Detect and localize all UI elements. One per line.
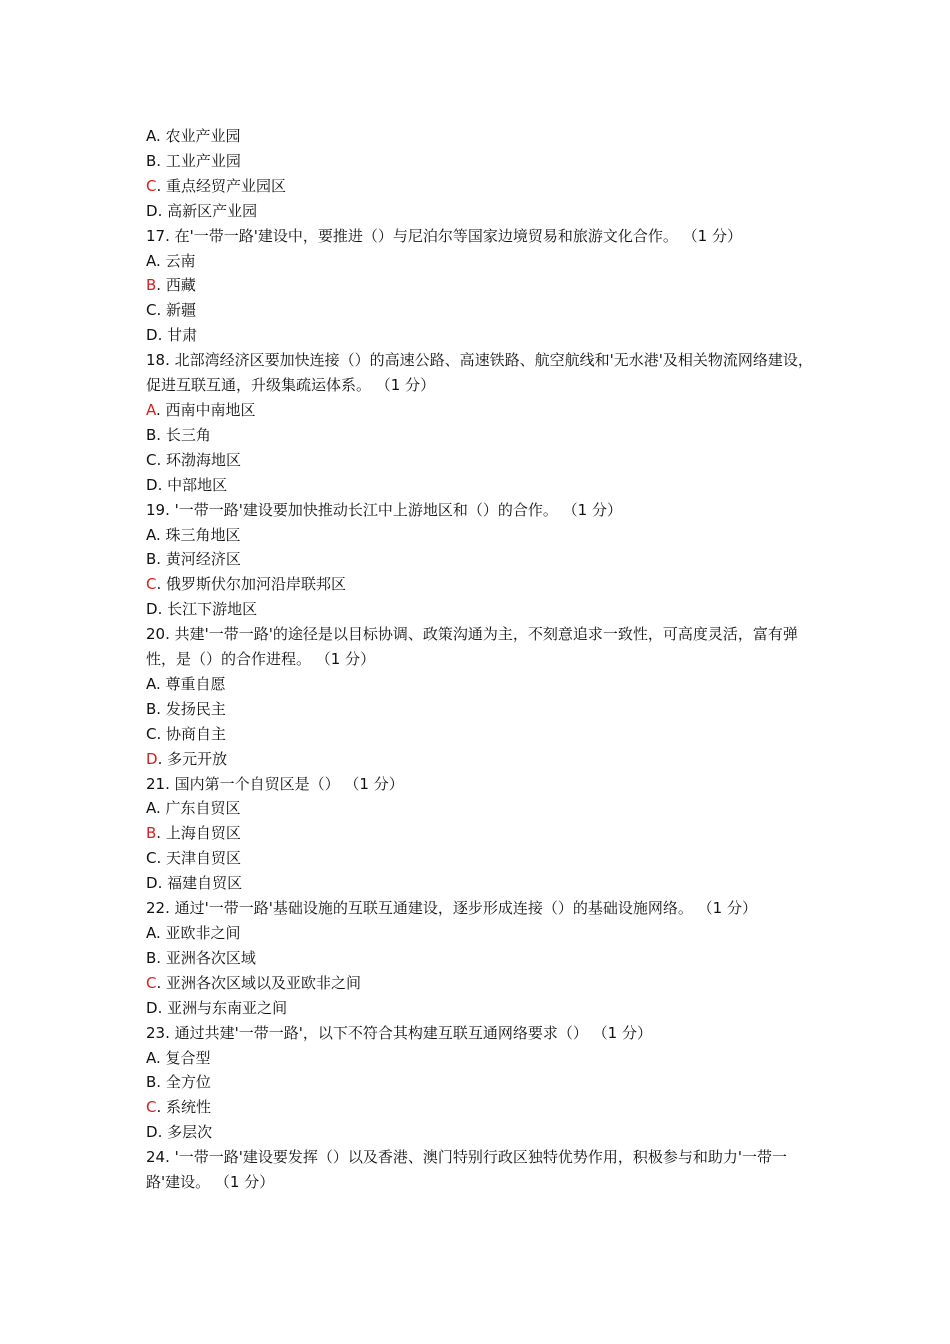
question-text: 21. 国内第一个自贸区是（） （1 分） xyxy=(146,774,404,793)
option-letter: C xyxy=(146,301,157,320)
answer-option xyxy=(146,149,818,174)
answer-option xyxy=(146,796,818,821)
option-text: . 亚洲各次区域 xyxy=(156,948,256,967)
answer-option xyxy=(146,921,818,946)
option-letter: A xyxy=(146,127,156,145)
answer-option xyxy=(146,572,818,597)
answer-option xyxy=(146,547,818,572)
option-letter: A xyxy=(146,525,156,544)
option-letter: A xyxy=(146,799,156,818)
option-letter: D xyxy=(146,998,158,1017)
option-text: . 云南 xyxy=(156,251,196,270)
answer-option xyxy=(146,1070,818,1095)
answer-option xyxy=(146,1046,818,1071)
answer-option xyxy=(146,821,818,846)
correct-option-letter: B xyxy=(146,824,157,843)
option-letter: B xyxy=(146,948,157,967)
option-text: . 天津自贸区 xyxy=(156,849,242,868)
option-text: . 西藏 xyxy=(156,276,196,295)
answer-option xyxy=(146,996,818,1021)
option-text: . 长三角 xyxy=(156,425,211,444)
option-letter: D xyxy=(146,326,158,345)
correct-option-letter: C xyxy=(146,1098,157,1117)
answer-option xyxy=(146,697,818,722)
option-letter: B xyxy=(146,151,157,170)
question-text: 22. 通过'一带一路'基础设施的互联互通建设，逐步形成连接（）的基础设施网络。 （1 分） xyxy=(146,899,757,918)
option-text: . 重点经贸产业园区 xyxy=(156,176,287,195)
option-letter: C xyxy=(146,450,157,469)
option-text: . 多层次 xyxy=(157,1123,213,1142)
answer-option xyxy=(146,722,818,747)
answer-option xyxy=(146,423,818,448)
option-letter: A xyxy=(146,1048,156,1067)
answer-option xyxy=(146,523,818,548)
answer-option xyxy=(146,473,818,498)
answer-option xyxy=(146,174,818,199)
option-letter: C xyxy=(146,849,157,868)
option-text: . 尊重自愿 xyxy=(156,674,226,693)
option-text: . 黄河经济区 xyxy=(156,550,241,569)
answer-option xyxy=(146,298,818,323)
correct-option-letter: C xyxy=(146,973,157,992)
option-letter: A xyxy=(146,924,156,942)
question-text: 20. 共建'一带一路'的途径是以目标协调、政策沟通为主，不刻意追求一致性，可高度灵活，富有弹性，是（）的合作进程。 （1 分） xyxy=(146,625,798,669)
answer-option xyxy=(146,1120,818,1145)
correct-option-letter: C xyxy=(146,575,157,594)
answer-option xyxy=(146,597,818,622)
option-text: . 工业产业园 xyxy=(156,151,241,170)
option-text: . 协商自主 xyxy=(156,724,227,743)
option-letter: D xyxy=(146,600,158,619)
option-letter: A xyxy=(146,674,156,693)
option-text: . 高新区产业园 xyxy=(157,201,258,220)
option-letter: D xyxy=(146,1123,158,1142)
option-text: . 复合型 xyxy=(156,1048,211,1067)
option-text: . 系统性 xyxy=(156,1098,212,1117)
option-text: . 甘肃 xyxy=(157,326,198,345)
answer-option xyxy=(146,249,818,274)
correct-option-letter: C xyxy=(146,176,157,195)
answer-option xyxy=(146,672,818,697)
correct-option-letter: A xyxy=(146,400,156,419)
answer-option xyxy=(146,199,818,224)
option-text: . 上海自贸区 xyxy=(156,824,241,843)
answer-option xyxy=(146,448,818,473)
option-letter: B xyxy=(146,699,157,718)
question-text: 24. '一带一路'建设要发挥（）以及香港、澳门特别行政区独特优势作用，积极参与和助力'一带一路'建设。 （1 分） xyxy=(146,1148,787,1192)
quiz-content xyxy=(146,124,818,1195)
option-letter: B xyxy=(146,425,157,444)
option-text: . 俄罗斯伏尔加河沿岸联邦区 xyxy=(156,575,347,594)
option-letter: A xyxy=(146,251,156,270)
correct-option-letter: B xyxy=(146,276,157,295)
answer-option xyxy=(146,946,818,971)
answer-option xyxy=(146,1095,818,1120)
option-text: . 福建自贸区 xyxy=(157,874,243,893)
option-text: . 西南中南地区 xyxy=(156,400,256,419)
option-letter: B xyxy=(146,1073,157,1092)
answer-option xyxy=(146,747,818,772)
option-text: . 发扬民主 xyxy=(156,699,226,718)
question-text: 17. 在'一带一路'建设中，要推进（）与尼泊尔等国家边境贸易和旅游文化合作。 （1 分） xyxy=(146,226,742,245)
option-text: . 广东自贸区 xyxy=(156,799,241,818)
answer-option xyxy=(146,871,818,896)
answer-option xyxy=(146,846,818,871)
option-text: . 环渤海地区 xyxy=(156,450,242,469)
option-letter: D xyxy=(146,475,158,494)
option-text: . 新疆 xyxy=(156,301,197,320)
option-letter: D xyxy=(146,874,158,893)
option-text: . 中部地区 xyxy=(157,475,228,494)
option-text: . 珠三角地区 xyxy=(156,525,241,544)
answer-option xyxy=(146,124,818,149)
answer-option xyxy=(146,273,818,298)
correct-option-letter: D xyxy=(146,749,158,768)
question-text: 19. '一带一路'建设要加快推动长江中上游地区和（）的合作。 （1 分） xyxy=(146,500,622,519)
option-text: . 农业产业园 xyxy=(156,127,241,145)
option-text: . 亚欧非之间 xyxy=(156,924,241,942)
question-text: 18. 北部湾经济区要加快连接（）的高速公路、高速铁路、航空航线和'无水港'及相关物流网络建设，促进互联互通，升级集疏运体系。 （1 分） xyxy=(146,351,813,395)
question-text: 23. 通过共建'一带一路'，以下不符合其构建互联互通网络要求（） （1 分） xyxy=(146,1023,652,1042)
option-text: . 多元开放 xyxy=(157,749,228,768)
option-letter: B xyxy=(146,550,157,569)
option-text: . 全方位 xyxy=(156,1073,211,1092)
option-text: . 亚洲各次区域以及亚欧非之间 xyxy=(156,973,362,992)
option-letter: C xyxy=(146,724,157,743)
option-letter: D xyxy=(146,201,158,220)
answer-option xyxy=(146,398,818,423)
answer-option xyxy=(146,971,818,996)
option-text: . 亚洲与东南亚之间 xyxy=(157,998,288,1017)
answer-option xyxy=(146,323,818,348)
option-text: . 长江下游地区 xyxy=(157,600,258,619)
